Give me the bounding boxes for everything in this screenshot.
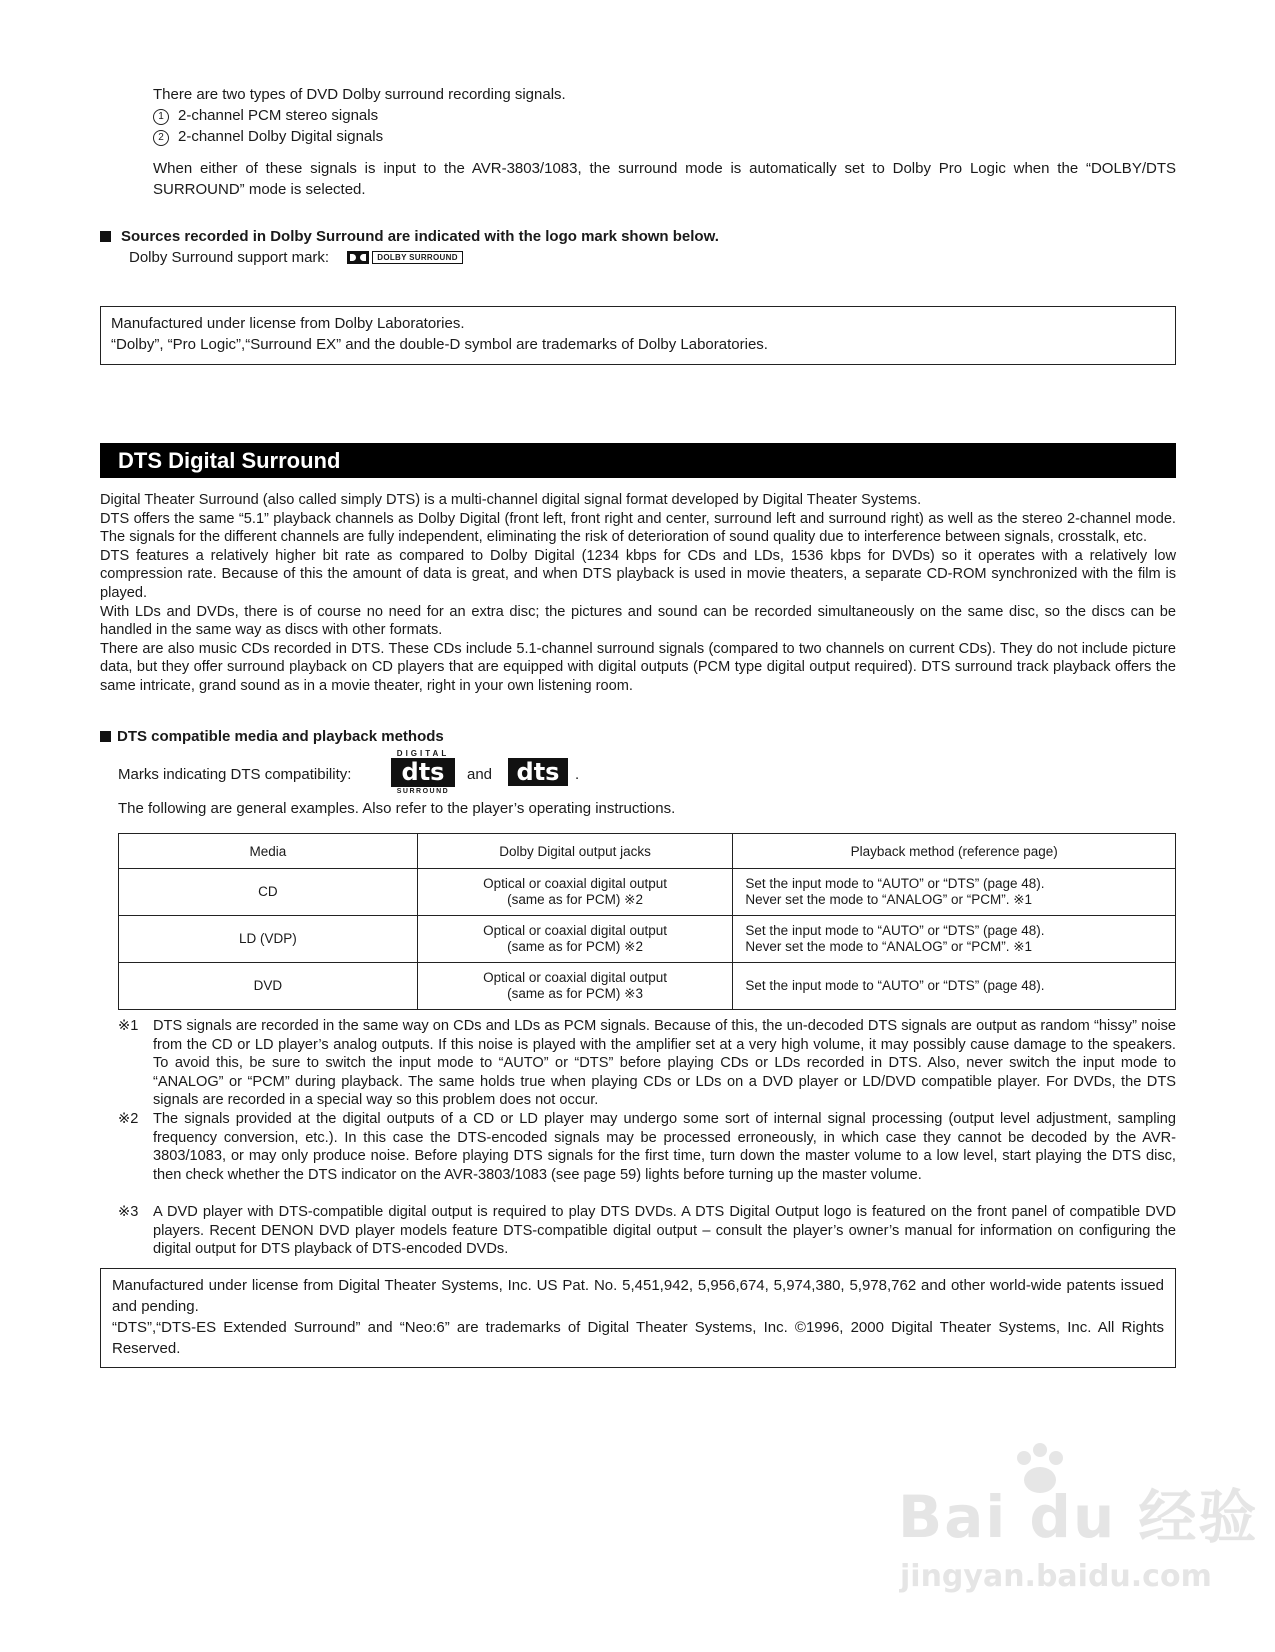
footnote-text: A DVD player with DTS-compatible digital output is required to play DTS DVDs. A DTS Digital Output logo is featured on the front panel of compatible DVD players. Recent DENON DVD player models feature DTS-compatible digital output – consult the player’s owner’s manual for information on configuring the digital output for DTS playback of DTS-encoded DVDs.: [153, 1204, 1176, 1258]
footnote-mark: ※2: [118, 1111, 139, 1127]
dts-logo-main: dts: [391, 758, 455, 787]
dolby-surround-logo: [347, 251, 463, 264]
dts-digital-surround-logo: [390, 749, 456, 796]
jacks-line: (same as for PCM) ※3: [507, 986, 643, 1001]
table-row: [119, 963, 1176, 1010]
section-title: DTS Digital Surround: [100, 443, 1176, 478]
jacks-line: Optical or coaxial digital output: [483, 969, 667, 985]
intro-item-text: 2-channel PCM stereo signals: [178, 107, 379, 124]
intro-item-text: 2-channel Dolby Digital signals: [178, 128, 384, 145]
footnote-mark: ※1: [118, 1018, 139, 1034]
intro-paragraph: When either of these signals is input to the AVR-3803/1083, the surround mode is automatically set to Dolby Pro Logic when the “DOLBY/DTS SURROUND” mode is selected.: [153, 160, 1176, 198]
footnote-1: [118, 1017, 1176, 1110]
table-header: Media: [119, 834, 418, 869]
jacks-line: (same as for PCM) ※2: [507, 939, 643, 954]
dts-media-table: [118, 833, 1176, 1010]
method-line: Never set the mode to “ANALOG” or “PCM”. ※1: [745, 939, 1033, 954]
dolby-sources-heading: [100, 226, 719, 247]
square-bullet-icon: [100, 731, 111, 742]
dolby-license-line: “Dolby”, “Pro Logic”,“Surround EX” and the double-D symbol are trademarks of Dolby Laboratories.: [111, 336, 768, 353]
square-bullet-icon: [100, 231, 111, 242]
dolby-support-label: Dolby Surround support mark:: [129, 249, 330, 266]
media-cell: CD: [119, 869, 418, 916]
footnote-3: [118, 1203, 1176, 1259]
dts-logo-small: dts: [508, 758, 568, 786]
dts-description: [100, 491, 1176, 696]
dolby-sources-heading-text: Sources recorded in Dolby Surround are indicated with the logo mark shown below.: [121, 228, 719, 245]
intro-item-1: [153, 105, 378, 126]
jacks-line: (same as for PCM) ※2: [507, 892, 643, 907]
dolby-surround-logo-text: DOLBY SURROUND: [372, 251, 463, 264]
examples-text: The following are general examples. Also refer to the player’s operating instructions.: [118, 800, 676, 817]
jacks-cell: [417, 869, 733, 916]
dts-paragraph: DTS offers the same “5.1” playback channels as Dolby Digital (front left, front right and center, surround left and surround right) as well as the stereo 2-channel mode. The signals for the different channels are fully independent, eliminating the risk of deterioration of sound quality due to interference between signals, crosstalk, etc.: [100, 510, 1176, 546]
jacks-line: Optical or coaxial digital output: [483, 922, 667, 938]
table-header: Dolby Digital output jacks: [417, 834, 733, 869]
dts-paragraph: DTS features a relatively higher bit rate as compared to Dolby Digital (1234 kbps for CDs and LDs, 1536 kbps for DVDs) so it operates with a relatively low compression rate. Because of this the amount of data is great, and when DTS playback is used in movie theaters, a separate CD-ROM synchronized with the film is played.: [100, 547, 1176, 601]
method-cell: [733, 963, 1176, 1010]
and-text: and: [467, 766, 493, 783]
dts-license-line: Manufactured under license from Digital Theater Systems, Inc. US Pat. No. 5,451,942, 5,956,674, 5,974,380, 5,978,762 and other world-wide patents issued and pending.: [112, 1277, 1164, 1315]
dts-logo-bottom-text: SURROUND: [396, 788, 450, 795]
method-cell: [733, 869, 1176, 916]
dts-marks-label: Marks indicating DTS compatibility:: [118, 766, 352, 783]
dts-paragraph: With LDs and DVDs, there is of course no need for an extra disc; the pictures and sound can be recorded simultaneously on the same disc, so the discs can be handled in the same way as discs with other formats.: [100, 603, 1176, 639]
jacks-line: Optical or coaxial digital output: [483, 875, 667, 891]
footnote-2: [118, 1110, 1176, 1184]
double-d-icon: [347, 251, 369, 264]
dts-paragraph: There are also music CDs recorded in DTS. These CDs include 5.1-channel surround signals (compared to two channels on current CDs). They do not include picture data, but they offer surround playback on CD players that are equipped with digital outputs (PCM type digital output required). DTS surround track playback offers the same intricate, grand sound as in a movie theater, right in your own listening room.: [100, 640, 1176, 694]
watermark-url: jingyan.baidu.com: [900, 1559, 1212, 1594]
dts-logo-top-text: DIGITAL: [396, 749, 450, 758]
footnote-text: DTS signals are recorded in the same way on CDs and LDs as PCM signals. Because of this, the un-decoded DTS signals are output as random “hissy” noise from the CD or LD player’s analog outputs. If this noise is played with the amplifier set at a very high volume, it may possibly cause damage to the speakers. To avoid this, be sure to switch the input mode to “AUTO” or “DTS” before playing CDs or LDs recorded in DTS. Also, never switch the input mode to “ANALOG” or “PCM” during playback. The same holds true when playing CDs or LDs on a DVD player or LD/DVD compatible player. For DVDs, the DTS signals are recorded in a special way so this problem does not occur.: [153, 1018, 1176, 1109]
dts-license-line: “DTS”,“DTS-ES Extended Surround” and “Neo:6” are trademarks of Digital Theater Systems, Inc. ©1996, 2000 Digital Theater Systems, Inc. All Rights Reserved.: [112, 1319, 1164, 1357]
footnote-text: The signals provided at the digital outputs of a CD or LD player may undergo some sort of internal signal processing (output level adjustment, sampling frequency conversion, etc.). In this case the DTS-encoded signals may be processed erroneously, in which case they cannot be decoded by the AVR-3803/1083, or may only produce noise. Before playing DTS signals for the first time, turn down the master volume to a low level, start playing the DTS disc, then check whether the DTS indicator on the AVR-3803/1083 (see page 59) lights before turning up the master volume.: [153, 1111, 1176, 1183]
media-cell: LD (VDP): [119, 916, 418, 963]
intro-item-2: [153, 126, 383, 147]
table-header-row: [119, 834, 1176, 869]
table-row: [119, 869, 1176, 916]
dolby-license-box: [100, 306, 1176, 365]
dolby-support-mark: [129, 247, 463, 268]
watermark-brand: Bai du 经验: [898, 1483, 1259, 1551]
dts-license-box: [100, 1268, 1176, 1368]
method-line: Set the input mode to “AUTO” or “DTS” (page 48).: [745, 977, 1045, 993]
method-cell: [733, 916, 1176, 963]
dolby-license-line: Manufactured under license from Dolby Laboratories.: [111, 315, 465, 332]
table-header: Playback method (reference page): [733, 834, 1176, 869]
method-line: Never set the mode to “ANALOG” or “PCM”. ※1: [745, 892, 1033, 907]
dts-media-heading-text: DTS compatible media and playback methods: [117, 728, 444, 745]
marks-period: .: [575, 766, 580, 783]
method-line: Set the input mode to “AUTO” or “DTS” (page 48).: [745, 922, 1045, 938]
dts-paragraph: Digital Theater Surround (also called simply DTS) is a multi-channel digital signal format developed by Digital Theater Systems.: [100, 492, 922, 508]
media-cell: DVD: [119, 963, 418, 1010]
jacks-cell: [417, 916, 733, 963]
circled-number: 2: [153, 130, 169, 146]
footnote-mark: ※3: [118, 1204, 139, 1220]
table-row: [119, 916, 1176, 963]
dts-media-heading: [100, 726, 444, 747]
jacks-cell: [417, 963, 733, 1010]
intro-line: There are two types of DVD Dolby surround recording signals.: [153, 86, 566, 103]
circled-number: 1: [153, 109, 169, 125]
method-line: Set the input mode to “AUTO” or “DTS” (page 48).: [745, 875, 1045, 891]
